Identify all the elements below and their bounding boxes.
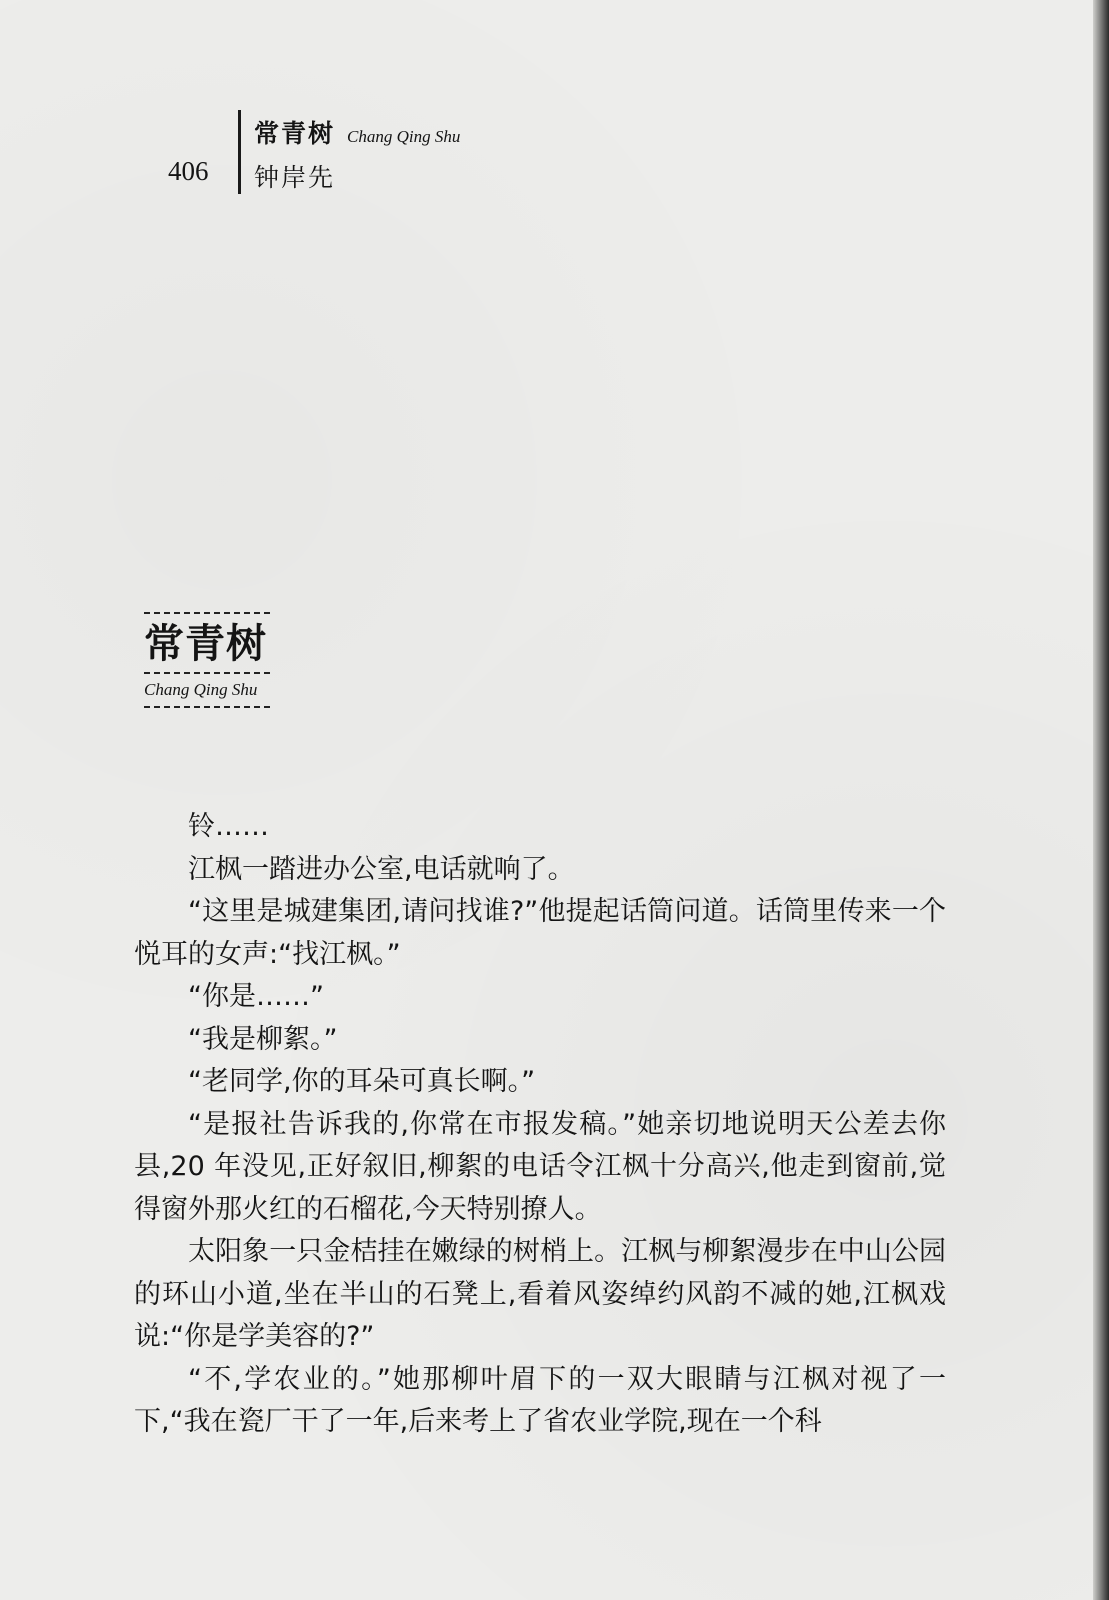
paragraph: “老同学,你的耳朵可真长啊。”: [188, 1066, 536, 1097]
paragraph: 江枫一踏进办公室,电话就响了。: [188, 853, 575, 885]
paragraph: “你是……”: [188, 981, 324, 1012]
header-title: [254, 114, 460, 150]
title-middle-dashed-rule: [144, 672, 270, 674]
story-title-pinyin: Chang Qing Shu: [144, 680, 258, 699]
header-divider: [238, 110, 241, 194]
header-title-chinese: 常青树: [254, 119, 336, 148]
paragraph: “是报社告诉我的,你常在市报发稿。”她亲切地说明天公差去你县,20 年没见,正好叙旧,柳絮的电话令江枫十分高兴,他走到窗前,觉得窗外那火红的石榴花,今天特别撩人。: [134, 1108, 946, 1225]
paragraph: 太阳象一只金桔挂在嫩绿的树梢上。江枫与柳絮漫步在中山公园的环山小道,坐在半山的石凳上,看着风姿绰约风韵不减的她,江枫戏说:“你是学美容的?”: [134, 1236, 946, 1352]
story-body: [134, 806, 946, 1444]
header-title-pinyin: Chang Qing Shu: [347, 127, 461, 146]
paragraph: “我是柳絮。”: [188, 1023, 338, 1055]
page-edge-shadow: [1093, 0, 1109, 1600]
paragraph: “这里是城建集团,请问找谁?”他提起话筒问道。话筒里传来一个悦耳的女声:“找江枫。”: [134, 896, 946, 970]
paragraph: 铃……: [188, 811, 269, 842]
page-number: 406: [168, 156, 209, 186]
paragraph: “不,学农业的。”她那柳叶眉下的一双大眼睛与江枫对视了一下,“我在瓷厂干了一年,后来考上了省农业学院,现在一个科: [134, 1363, 946, 1437]
story-title-block: [144, 612, 274, 708]
title-bottom-dashed-rule: [144, 706, 270, 708]
story-title: 常青树: [144, 621, 267, 667]
title-top-dashed-rule: [144, 612, 270, 614]
header-author: 钟岸先: [254, 163, 336, 192]
